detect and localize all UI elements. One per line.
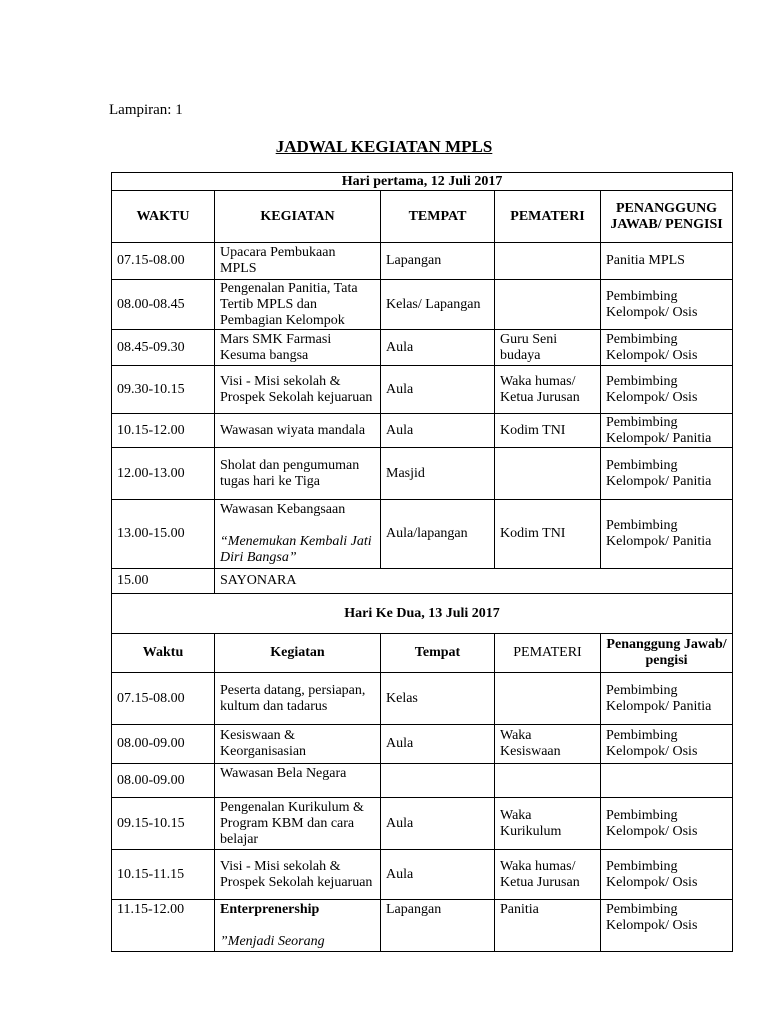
pemateri-cell: Kodim TNI xyxy=(495,414,601,448)
day2-header-row xyxy=(112,634,733,673)
table-row xyxy=(112,500,733,569)
tempat-cell: Aula xyxy=(381,330,495,366)
table-row xyxy=(112,764,733,798)
waktu-cell: 07.15-08.00 xyxy=(112,673,215,725)
pj-cell: Pembimbing Kelompok/ Osis xyxy=(601,798,733,850)
pemateri-cell: Guru Seni budaya xyxy=(495,330,601,366)
waktu-cell: 09.15-10.15 xyxy=(112,798,215,850)
kegiatan-subtitle: “Menemukan Kembali Jati Diri Bangsa” xyxy=(220,534,372,565)
table-row xyxy=(112,798,733,850)
pj-cell: Pembimbing Kelompok/ Panitia xyxy=(601,448,733,500)
kegiatan-cell: Pengenalan Kurikulum & Program KBM dan cara belajar xyxy=(215,798,381,850)
kegiatan-main: Enterprenership xyxy=(220,902,320,917)
pemateri-cell: Waka humas/ Ketua Jurusan xyxy=(495,850,601,900)
col-header-pemateri: PEMATERI xyxy=(495,634,601,673)
tempat-cell: Masjid xyxy=(381,448,495,500)
pemateri-cell xyxy=(495,764,601,798)
table-row xyxy=(112,330,733,366)
kegiatan-cell: Visi - Misi sekolah & Prospek Sekolah kejuaruan xyxy=(215,366,381,414)
waktu-cell: 08.00-09.00 xyxy=(112,725,215,764)
table-row xyxy=(112,243,733,280)
table-row xyxy=(112,366,733,414)
kegiatan-subtitle: ”Menjadi Seorang xyxy=(220,934,325,949)
kegiatan-cell xyxy=(215,500,381,569)
day1-header-row xyxy=(112,191,733,243)
tempat-cell: Aula/lapangan xyxy=(381,500,495,569)
pj-cell: Pembimbing Kelompok/ Panitia xyxy=(601,414,733,448)
pemateri-cell xyxy=(495,448,601,500)
tempat-cell: Aula xyxy=(381,850,495,900)
document-title: JADWAL KEGIATAN MPLS xyxy=(275,137,493,156)
pj-cell: Pembimbing Kelompok/ Osis xyxy=(601,366,733,414)
waktu-cell: 11.15-12.00 xyxy=(112,900,215,952)
pj-cell: Pembimbing Kelompok/ Osis xyxy=(601,280,733,330)
waktu-cell: 08.00-08.45 xyxy=(112,280,215,330)
waktu-cell: 10.15-12.00 xyxy=(112,414,215,448)
col-header-penanggung-jawab: Penanggung Jawab/ pengisi xyxy=(601,634,733,673)
tempat-cell xyxy=(381,764,495,798)
waktu-cell: 09.30-10.15 xyxy=(112,366,215,414)
kegiatan-cell: Wawasan wiyata mandala xyxy=(215,414,381,448)
waktu-cell: 07.15-08.00 xyxy=(112,243,215,280)
pj-cell: Pembimbing Kelompok/ Osis xyxy=(601,900,733,952)
day2-title-row xyxy=(112,594,733,634)
waktu-cell: 15.00 xyxy=(112,569,215,594)
col-header-pemateri: PEMATERI xyxy=(495,191,601,243)
tempat-cell: Aula xyxy=(381,725,495,764)
col-header-penanggung-jawab: PENANGGUNG JAWAB/ PENGISI xyxy=(601,191,733,243)
kegiatan-cell: Peserta datang, persiapan, kultum dan tadarus xyxy=(215,673,381,725)
kegiatan-cell: Wawasan Bela Negara xyxy=(215,764,381,798)
kegiatan-cell: Visi - Misi sekolah & Prospek Sekolah kejuaruan xyxy=(215,850,381,900)
waktu-cell: 08.45-09.30 xyxy=(112,330,215,366)
waktu-cell: 13.00-15.00 xyxy=(112,500,215,569)
table-row xyxy=(112,850,733,900)
pj-cell: Pembimbing Kelompok/ Panitia xyxy=(601,673,733,725)
kegiatan-cell xyxy=(215,900,381,952)
pj-cell: Pembimbing Kelompok/ Osis xyxy=(601,330,733,366)
col-header-kegiatan: Kegiatan xyxy=(215,634,381,673)
table-row xyxy=(112,673,733,725)
kegiatan-main: Wawasan Kebangsaan xyxy=(220,502,346,517)
table-row xyxy=(112,900,733,952)
col-header-tempat: TEMPAT xyxy=(381,191,495,243)
pj-cell xyxy=(601,764,733,798)
pemateri-cell: Kodim TNI xyxy=(495,500,601,569)
waktu-cell: 12.00-13.00 xyxy=(112,448,215,500)
pj-cell: Pembimbing Kelompok/ Osis xyxy=(601,850,733,900)
pemateri-cell: Waka Kesiswaan xyxy=(495,725,601,764)
pemateri-cell: Waka humas/ Ketua Jurusan xyxy=(495,366,601,414)
waktu-cell: 10.15-11.15 xyxy=(112,850,215,900)
pj-cell: Pembimbing Kelompok/ Panitia xyxy=(601,500,733,569)
kegiatan-cell: Pengenalan Panitia, Tata Tertib MPLS dan Pembagian Kelompok xyxy=(215,280,381,330)
table-row xyxy=(112,448,733,500)
tempat-cell: Lapangan xyxy=(381,243,495,280)
tempat-cell: Kelas/ Lapangan xyxy=(381,280,495,330)
table-row xyxy=(112,725,733,764)
col-header-waktu: WAKTU xyxy=(112,191,215,243)
pemateri-cell: Waka Kurikulum xyxy=(495,798,601,850)
kegiatan-cell: Upacara Pembukaan MPLS xyxy=(215,243,381,280)
lampiran-label: Lampiran: 1 xyxy=(109,102,183,118)
day2-title: Hari Ke Dua, 13 Juli 2017 xyxy=(112,594,733,634)
pemateri-cell xyxy=(495,243,601,280)
waktu-cell: 08.00-09.00 xyxy=(112,764,215,798)
table-row xyxy=(112,569,733,594)
col-header-waktu: Waktu xyxy=(112,634,215,673)
kegiatan-cell: SAYONARA xyxy=(215,569,733,594)
tempat-cell: Aula xyxy=(381,414,495,448)
day1-title-row xyxy=(112,173,733,191)
table-row xyxy=(112,414,733,448)
tempat-cell: Aula xyxy=(381,366,495,414)
pemateri-cell xyxy=(495,673,601,725)
pj-cell: Panitia MPLS xyxy=(601,243,733,280)
table-row xyxy=(112,280,733,330)
kegiatan-cell: Sholat dan pengumuman tugas hari ke Tiga xyxy=(215,448,381,500)
pemateri-cell: Panitia xyxy=(495,900,601,952)
col-header-tempat: Tempat xyxy=(381,634,495,673)
kegiatan-cell: Kesiswaan & Keorganisasian xyxy=(215,725,381,764)
day1-title: Hari pertama, 12 Juli 2017 xyxy=(112,173,733,191)
pj-cell: Pembimbing Kelompok/ Osis xyxy=(601,725,733,764)
col-header-kegiatan: KEGIATAN xyxy=(215,191,381,243)
schedule-table xyxy=(111,172,733,952)
kegiatan-cell: Mars SMK Farmasi Kesuma bangsa xyxy=(215,330,381,366)
tempat-cell: Lapangan xyxy=(381,900,495,952)
tempat-cell: Kelas xyxy=(381,673,495,725)
pemateri-cell xyxy=(495,280,601,330)
tempat-cell: Aula xyxy=(381,798,495,850)
